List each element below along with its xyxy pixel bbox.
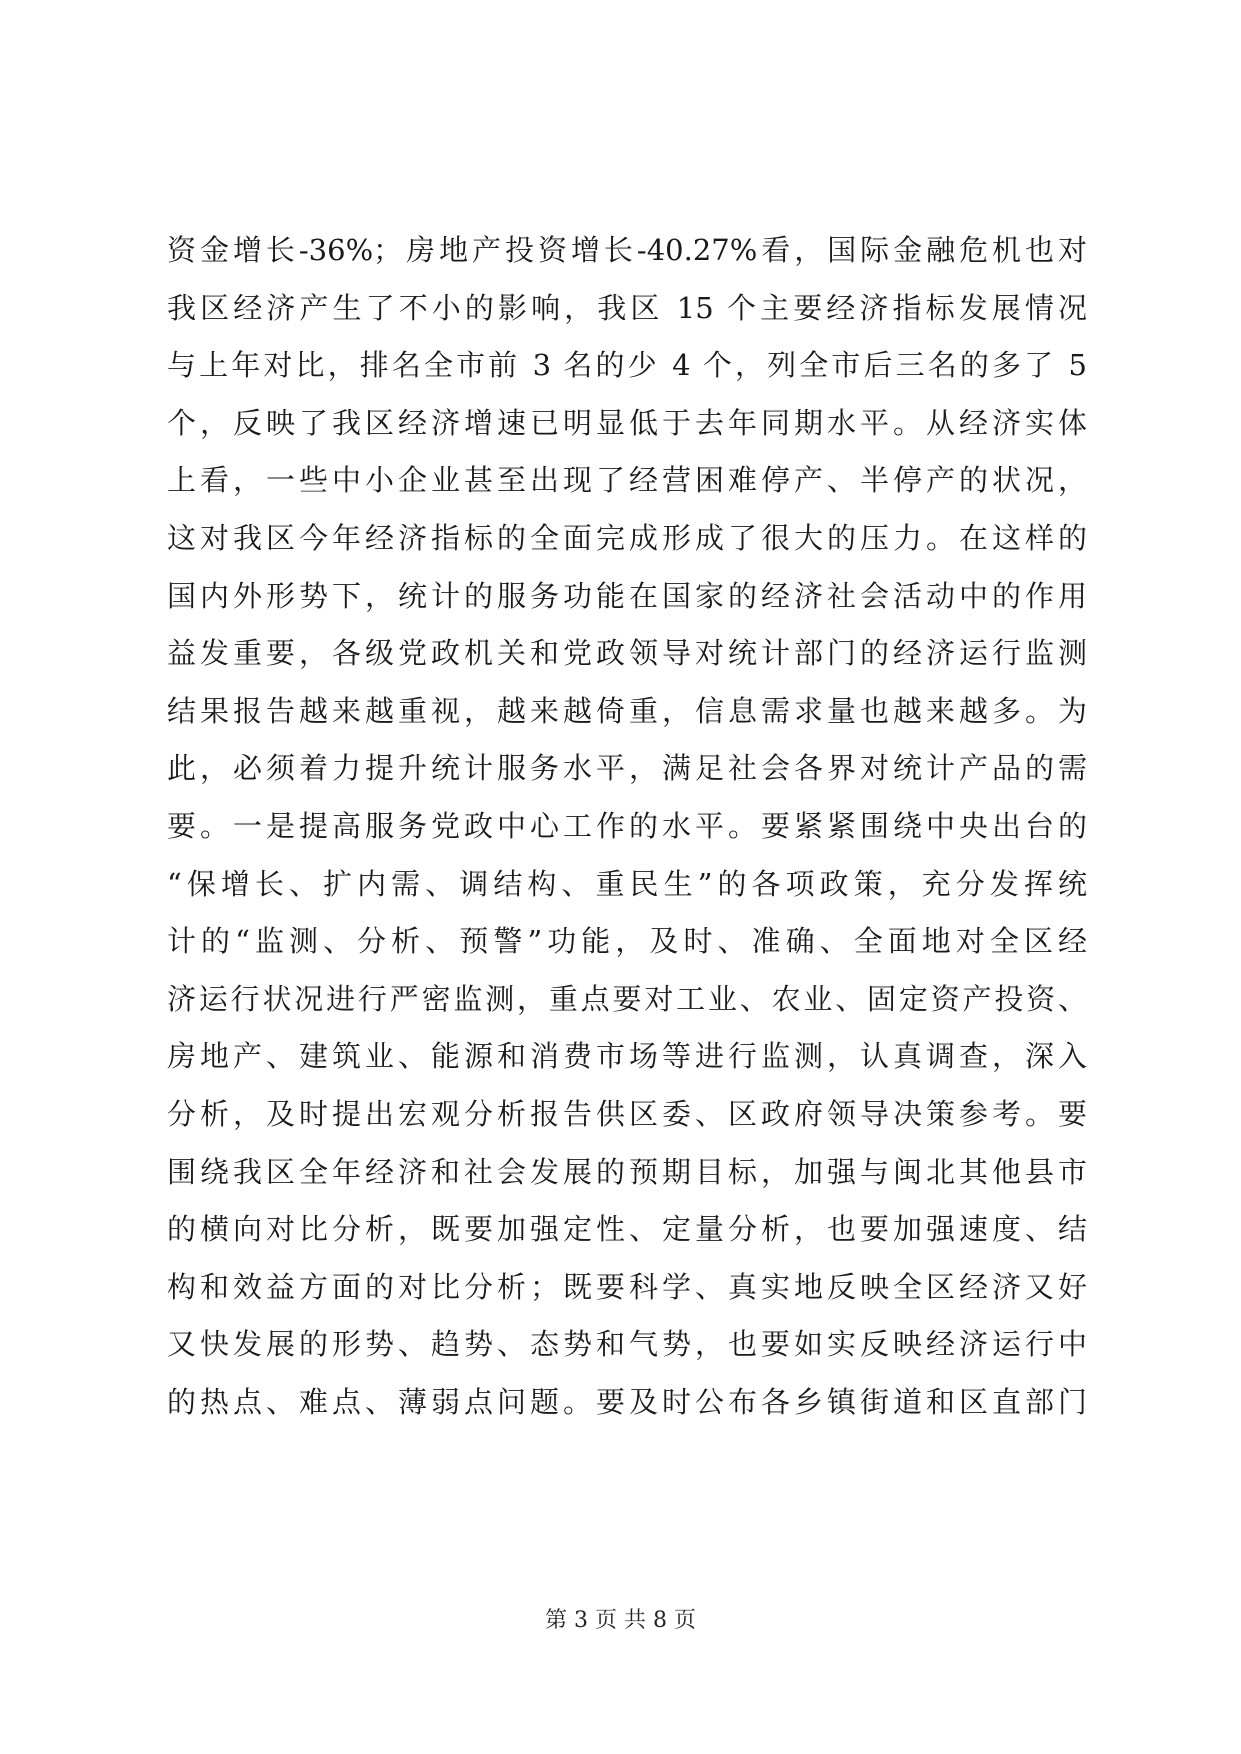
body-text [167, 222, 1087, 1431]
text-line: 与上年对比，排名全市前 3 名的少 4 个，列全市后三名的多了 5 [167, 348, 1087, 383]
text-line: “保增长、扩内需、调结构、重民生”的各项政策，充分发挥统 [167, 866, 1087, 901]
text-line: 此，必须着力提升统计服务水平，满足社会各界对统计产品的需 [167, 751, 1087, 786]
text-line: 资金增长-36%；房地产投资增长-40.27%看，国际金融危机也对 [167, 233, 1087, 267]
text-line: 围绕我区全年经济和社会发展的预期目标，加强与闽北其他县市 [167, 1154, 1087, 1189]
text-line: 这对我区今年经济指标的全面完成形成了很大的压力。在这样的 [167, 520, 1087, 555]
text-line: 个，反映了我区经济增速已明显低于去年同期水平。从经济实体 [167, 405, 1087, 440]
text-line: 计的“监测、分析、预警”功能，及时、准确、全面地对全区经 [167, 924, 1087, 959]
text-line: 构和效益方面的对比分析；既要科学、真实地反映全区经济又好 [167, 1269, 1087, 1304]
text-line: 分析，及时提出宏观分析报告供区委、区政府领导决策参考。要 [167, 1096, 1087, 1131]
text-line: 房地产、建筑业、能源和消费市场等进行监测，认真调查，深入 [167, 1039, 1087, 1074]
text-line: 国内外形势下，统计的服务功能在国家的经济社会活动中的作用 [167, 578, 1087, 613]
text-line: 上看，一些中小企业甚至出现了经营困难停产、半停产的状况， [167, 463, 1087, 498]
text-line: 的横向对比分析，既要加强定性、定量分析，也要加强速度、结 [167, 1212, 1087, 1247]
text-line: 我区经济产生了不小的影响，我区 15 个主要经济指标发展情况 [167, 290, 1087, 325]
text-line: 益发重要，各级党政机关和党政领导对统计部门的经济运行监测 [167, 636, 1087, 671]
text-line: 又快发展的形势、趋势、态势和气势，也要如实反映经济运行中 [167, 1327, 1087, 1362]
text-line: 济运行状况进行严密监测，重点要对工业、农业、固定资产投资、 [167, 981, 1087, 1016]
page-number: 第 3 页 共 8 页 [545, 1608, 696, 1633]
text-line: 要。一是提高服务党政中心工作的水平。要紧紧围绕中央出台的 [167, 808, 1087, 843]
text-line: 结果报告越来越重视，越来越倚重，信息需求量也越来越多。为 [167, 693, 1087, 728]
text-line: 的热点、难点、薄弱点问题。要及时公布各乡镇街道和区直部门 [167, 1384, 1087, 1419]
